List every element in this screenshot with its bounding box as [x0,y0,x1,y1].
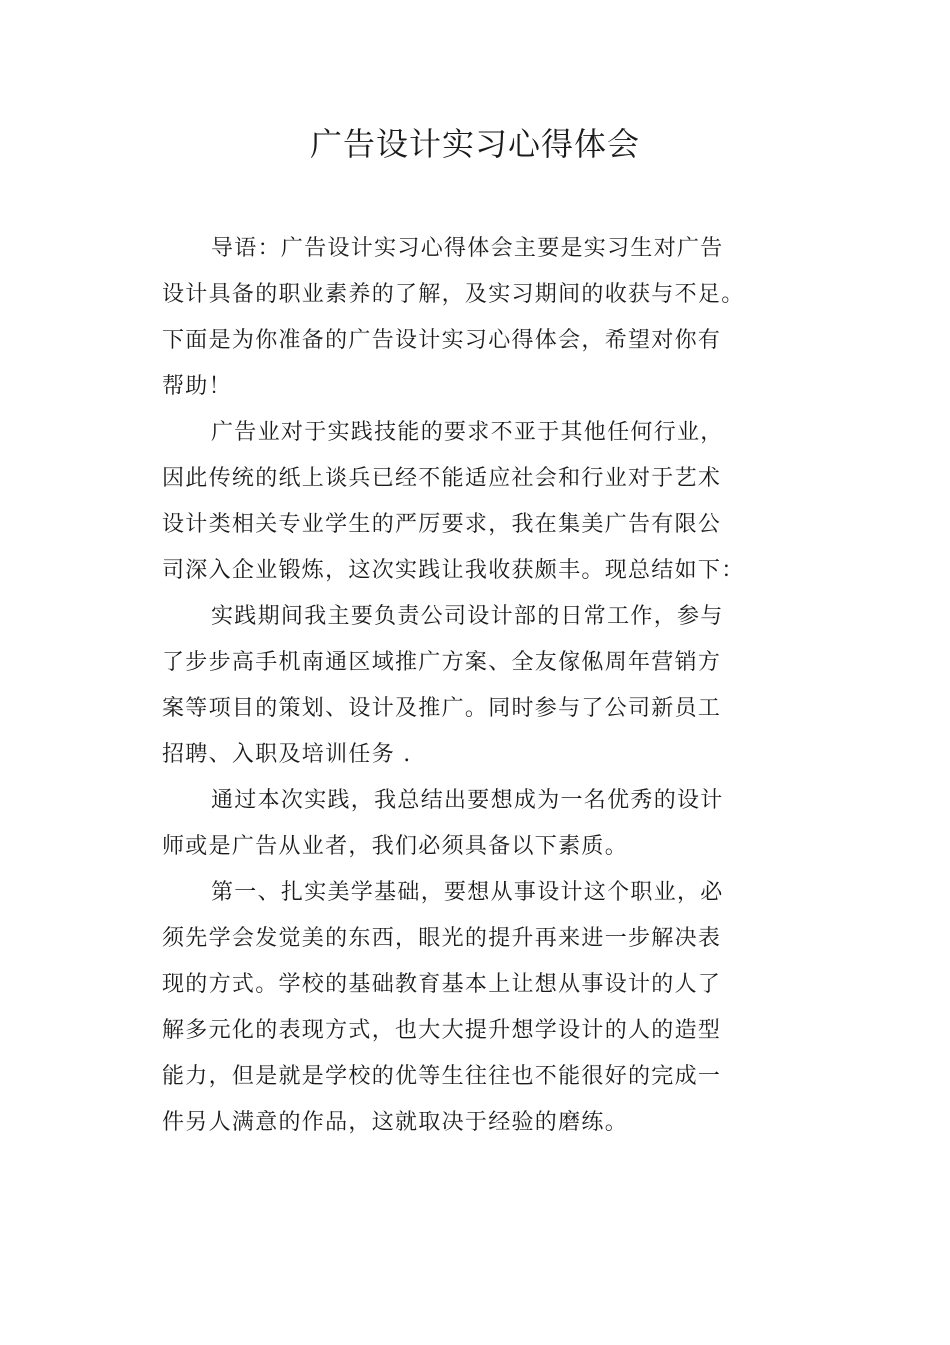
text-line: 师或是广告从业者，我们必须具备以下素质。 [162,834,629,859]
document-body [162,226,745,1146]
text-line: 实践期间我主要负责公司设计部的日常工作，参与 [211,604,724,629]
text-line: 须先学会发觉美的东西，眼光的提升再来进一步解决表 [162,926,722,951]
text-line: 解多元化的表现方式，也大大提升想学设计的人的造型 [162,1018,722,1043]
text-line: 招聘、入职及培训任务 . [162,742,412,767]
text-line: 现的方式。学校的基础教育基本上让想从事设计的人了 [162,972,722,997]
text-line: 广告业对于实践技能的要求不亚于其他任何行业， [211,420,724,445]
text-line: 能力，但是就是学校的优等生往往也不能很好的完成一 [162,1064,722,1089]
text-line: 因此传统的纸上谈兵已经不能适应社会和行业对于艺术 [162,466,722,491]
text-line: 件另人满意的作品，这就取决于经验的磨练。 [162,1110,629,1135]
text-line: 帮助！ [162,374,232,399]
text-line: 了步步高手机南通区域推广方案、全友傢俬周年营销方 [162,650,722,675]
text-line: 下面是为你准备的广告设计实习心得体会，希望对你有 [162,328,722,353]
text-line: 设计类相关专业学生的严厉要求，我在集美广告有限公 [162,512,722,537]
text-line: 案等项目的策划、设计及推广。同时参与了公司新员工 [162,696,722,721]
text-line: 通过本次实践，我总结出要想成为一名优秀的设计 [211,788,724,813]
text-line: 第一、扎实美学基础，要想从事设计这个职业，必 [211,880,724,905]
text-line: 设计具备的职业素养的了解，及实习期间的收获与不足。 [162,282,745,307]
text-line: 导语：广告设计实习心得体会主要是实习生对广告 [211,236,724,261]
document-title: 广告设计实习心得体会 [309,125,640,163]
text-line: 司深入企业锻炼，这次实践让我收获颇丰。现总结如下： [162,558,745,583]
